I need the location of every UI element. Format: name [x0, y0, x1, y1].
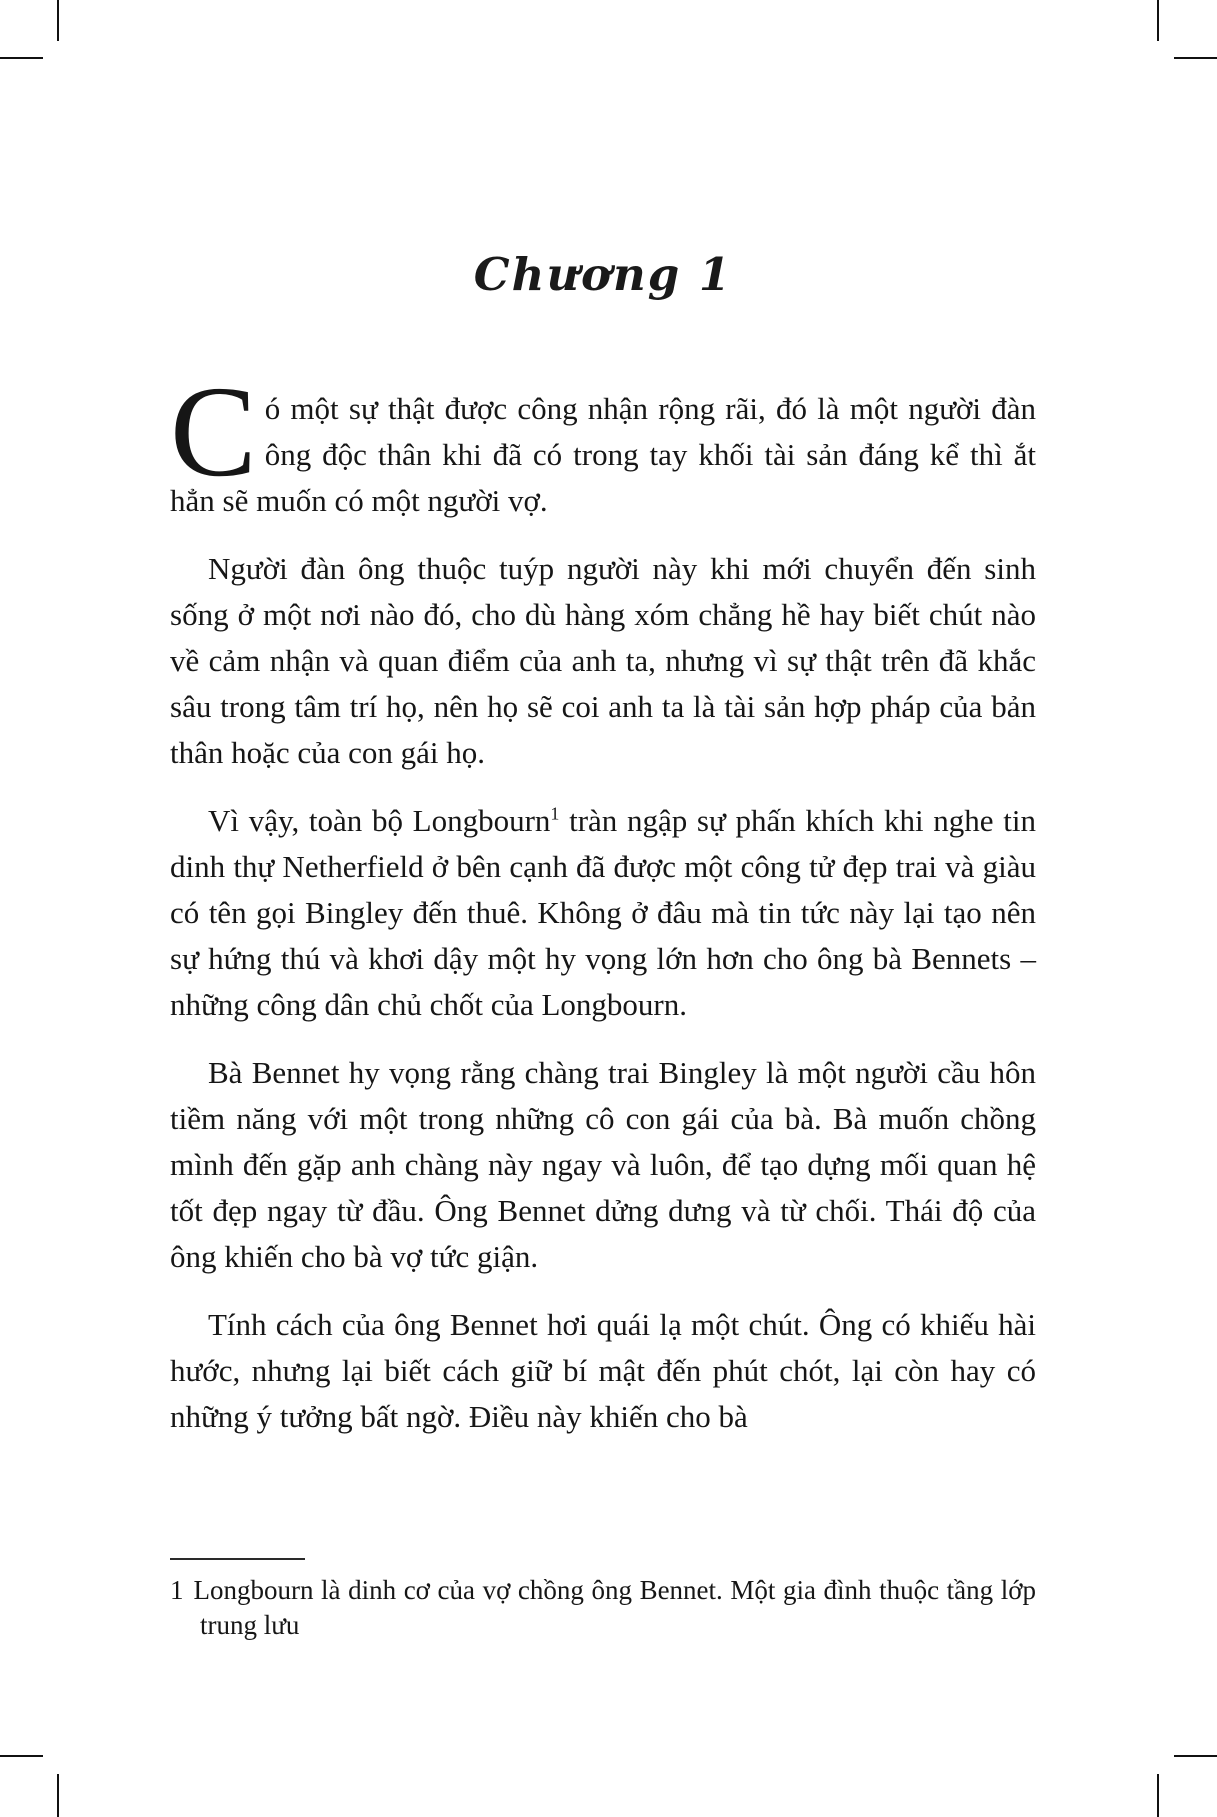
crop-mark-top-right-horizontal: [1174, 57, 1217, 59]
crop-mark-bottom-left-vertical: [57, 1774, 59, 1817]
crop-mark-top-right-vertical: [1157, 0, 1159, 41]
paragraph-opening-text: ó một sự thật được công nhận rộng rãi, đó là một người đàn ông độc thân khi đã có trong tay khối tài sản đáng kể thì ắt hẳn sẽ muốn có một người vợ.: [170, 391, 1036, 518]
crop-mark-bottom-left-horizontal: [0, 1755, 43, 1757]
paragraph-4: Bà Bennet hy vọng rằng chàng trai Bingley là một người cầu hôn tiềm năng với một trong những cô con gái của bà. Bà muốn chồng mình đến gặp anh chàng này ngay và luôn, để tạo dựng mối quan hệ tốt đẹp ngay từ đầu. Ông Bennet dửng dưng và từ chối. Thái độ của ông khiến cho bà vợ tức giận.: [170, 1055, 1036, 1274]
paragraph-3-text-before-note: Vì vậy, toàn bộ Longbourn: [208, 803, 551, 838]
footnote: [170, 1573, 1036, 1643]
footnote-separator-rule: [170, 1558, 305, 1560]
paragraph-5: Tính cách của ông Bennet hơi quái lạ một chút. Ông có khiếu hài hước, nhưng lại biết cách giữ bí mật đến phút chót, lại còn hay có những ý tưởng bất ngờ. Điều này khiến cho bà: [170, 1307, 1036, 1434]
crop-mark-bottom-right-vertical: [1157, 1774, 1159, 1817]
footnote-text: Longbourn là dinh cơ của vợ chồng ông Bennet. Một gia đình thuộc tầng lớp trung lưu: [193, 1575, 1036, 1640]
footnote-number: 1: [170, 1575, 184, 1605]
footnote-area: [170, 1558, 1036, 1643]
paragraph-3-text-after-note: tràn ngập sự phấn khích khi nghe tin dinh thự Netherfield ở bên cạnh đã được một công tử đẹp trai và giàu có tên gọi Bingley đến thuê. Không ở đâu mà tin tức này lại tạo nên sự hứng thú và khơi dậy một hy vọng lớn hơn cho ông bà Bennets – những công dân chủ chốt của Longbourn.: [170, 803, 1036, 1022]
crop-mark-top-left-vertical: [57, 0, 59, 41]
paragraph-2: Người đàn ông thuộc tuýp người này khi mới chuyển đến sinh sống ở một nơi nào đó, cho dù hàng xóm chẳng hề hay biết chút nào về cảm nhận và quan điểm của anh ta, nhưng vì sự thật trên đã khắc sâu trong tâm trí họ, nên họ sẽ coi anh ta là tài sản hợp pháp của bản thân hoặc của con gái họ.: [170, 551, 1036, 770]
paragraph-opening: [170, 360, 1036, 524]
crop-mark-top-left-horizontal: [0, 57, 43, 59]
paragraph-3: [170, 798, 1036, 1028]
crop-mark-bottom-right-horizontal: [1174, 1755, 1217, 1757]
drop-cap-letter: C: [170, 360, 257, 504]
chapter-title: Chương 1: [473, 248, 733, 301]
body-text-block: [170, 360, 1036, 1462]
footnote-reference-marker: 1: [550, 803, 560, 824]
